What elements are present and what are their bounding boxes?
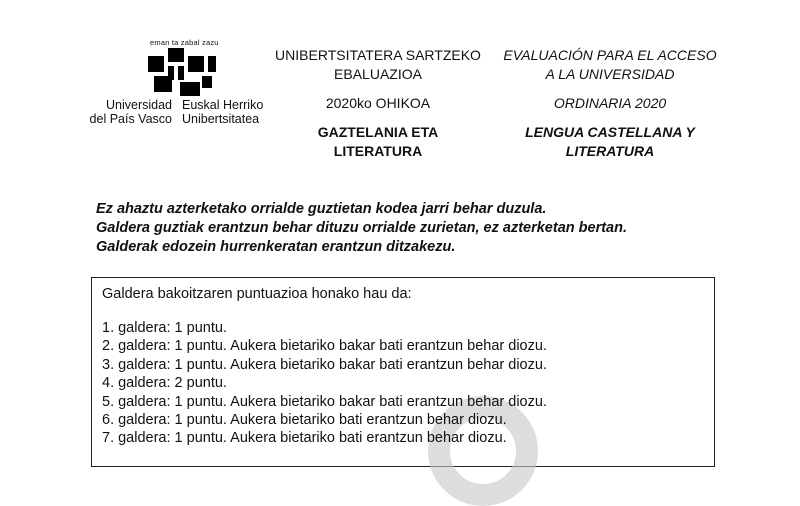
score-item: 5. galdera: 1 puntu. Aukera bietariko bakar bati erantzun behar diozu. [102, 393, 547, 410]
score-item: 2. galdera: 1 puntu. Aukera bietariko bakar bati erantzun behar diozu. [102, 338, 547, 355]
instruction-line: Galdera guztiak erantzun behar dituzu orrialde zurietan, ez azterketan bertan. [96, 220, 627, 236]
score-item: 7. galdera: 1 puntu. Aukera bietariko bati erantzun behar diozu. [102, 430, 507, 447]
instruction-line: Ez ahaztu azterketako orrialde guztietan kodea jarri behar duzula. [96, 201, 547, 217]
university-logo [82, 38, 272, 128]
score-item: 4. galdera: 2 puntu. [102, 375, 227, 392]
logo-motto: eman ta zabal zazu [150, 38, 219, 47]
header-basque [272, 46, 484, 161]
header-basque-title-line2: EBALUAZIOA [334, 66, 422, 82]
instruction-line: Galderak edozein hurrenkeratan erantzun ditzakezu. [96, 239, 456, 255]
score-item: 3. galdera: 1 puntu. Aukera bietariko bakar bati erantzun behar diozu. [102, 356, 547, 373]
header-spanish-session: ORDINARIA 2020 [553, 95, 667, 111]
university-emblem-icon [148, 48, 216, 96]
header-spanish-title-line1: EVALUACIÓN PARA EL ACCESO [503, 47, 717, 63]
logo-name-spanish: Universidad del País Vasco [89, 98, 172, 126]
exam-instructions [96, 200, 736, 257]
score-list [102, 319, 547, 448]
score-box-title: Galdera bakoitzaren puntuazioa honako hau da: [102, 286, 412, 302]
logo-name-basque: Euskal Herriko Unibertsitatea [182, 98, 264, 126]
header-spanish-subject-line2: LITERATURA [565, 143, 655, 159]
header-spanish [500, 46, 720, 161]
header-spanish-subject-line1: LENGUA CASTELLANA Y [525, 124, 695, 140]
header-basque-session: 2020ko OHIKOA [325, 95, 431, 111]
header-basque-subject: GAZTELANIA ETA LITERATURA [317, 124, 439, 159]
header-spanish-title-line2: A LA UNIVERSIDAD [545, 66, 675, 82]
header-basque-title-line1: UNIBERTSITATERA SARTZEKO [275, 47, 481, 63]
score-item: 1. galdera: 1 puntu. [102, 320, 227, 336]
score-item: 6. galdera: 1 puntu. Aukera bietariko bati erantzun behar diozu. [102, 412, 507, 429]
